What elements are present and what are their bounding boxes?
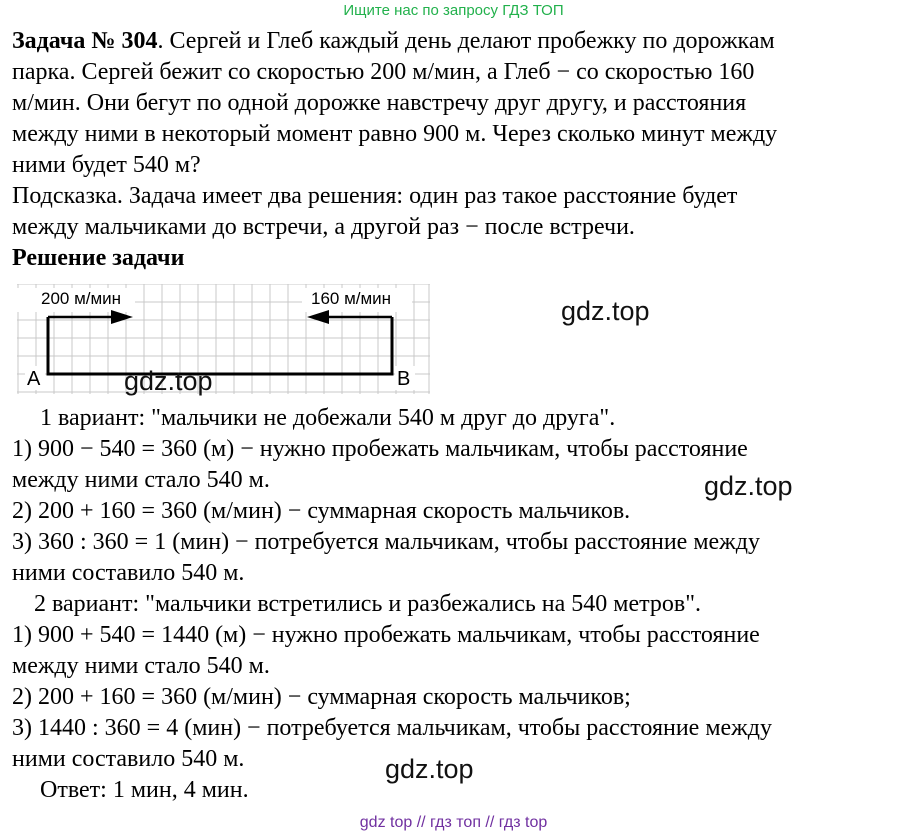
hint-line: Подсказка. Задача имеет два решения: один раз такое расстояние будет [12,183,738,209]
variant1-title: 1 вариант: "мальчики не добежали 540 м друг до друга". [40,405,616,431]
watermark: gdz.top [385,754,474,784]
problem-line: ними будет 540 м? [12,152,201,178]
footer: gdz top // гдз топ // гдз top [359,814,548,831]
watermark: gdz.top [561,296,650,326]
watermark: gdz.top [704,471,793,501]
hint-line: между мальчиками до встречи, а другой раз − после встречи. [12,214,635,240]
top-banner: Ищите нас по запросу ГДЗ ТОП [343,2,564,19]
variant2-title: 2 вариант: "мальчики встретились и разбежались на 540 метров". [34,591,702,617]
answer: Ответ: 1 мин, 4 мин. [40,777,249,803]
solution-variants [12,403,892,806]
problem-statement [12,26,892,181]
variant1-line: между ними стало 540 м. [12,467,270,493]
variant1-line: 1) 900 − 540 = 360 (м) − нужно пробежать мальчикам, чтобы расстояние [12,436,748,462]
problem-line: парка. Сергей бежит со скоростью 200 м/мин, а Глеб − со скоростью 160 [12,59,755,85]
problem-line-1 [12,26,892,57]
point-b-label: B [397,368,411,390]
track-path [48,317,392,374]
variant2-line: 1) 900 + 540 = 1440 (м) − нужно пробежать мальчикам, чтобы расстояние [12,622,760,648]
problem-text: . Сергей и Глеб каждый день делают пробежку по дорожкам [157,28,775,54]
gleb-speed-label: 160 м/мин [311,289,392,308]
movement-diagram [17,284,430,394]
sergey-speed-label: 200 м/мин [41,289,122,308]
variant1-line: ними составило 540 м. [12,560,245,586]
hint [12,181,892,243]
watermark: gdz.top [124,366,213,396]
solution-heading: Решение задачи [12,245,185,271]
variant2-line: между ними стало 540 м. [12,653,270,679]
problem-title: Задача № 304 [12,28,158,54]
variant2-line: ними составило 540 м. [12,746,245,772]
variant2-line: 3) 1440 : 360 = 4 (мин) − потребуется мальчикам, чтобы расстояние между [12,715,772,741]
gleb-arrow-head [307,310,329,324]
sergey-arrow-head [111,310,133,324]
point-a-label: A [27,368,41,390]
problem-line: м/мин. Они бегут по одной дорожке навстречу друг другу, и расстояния [12,90,747,116]
variant1-line: 3) 360 : 360 = 1 (мин) − потребуется мальчикам, чтобы расстояние между [12,529,760,555]
variant2-line: 2) 200 + 160 = 360 (м/мин) − суммарная скорость мальчиков; [12,684,631,710]
problem-line: между ними в некоторый момент равно 900 м. Через сколько минут между [12,121,778,147]
variant1-line: 2) 200 + 160 = 360 (м/мин) − суммарная скорость мальчиков. [12,498,631,524]
